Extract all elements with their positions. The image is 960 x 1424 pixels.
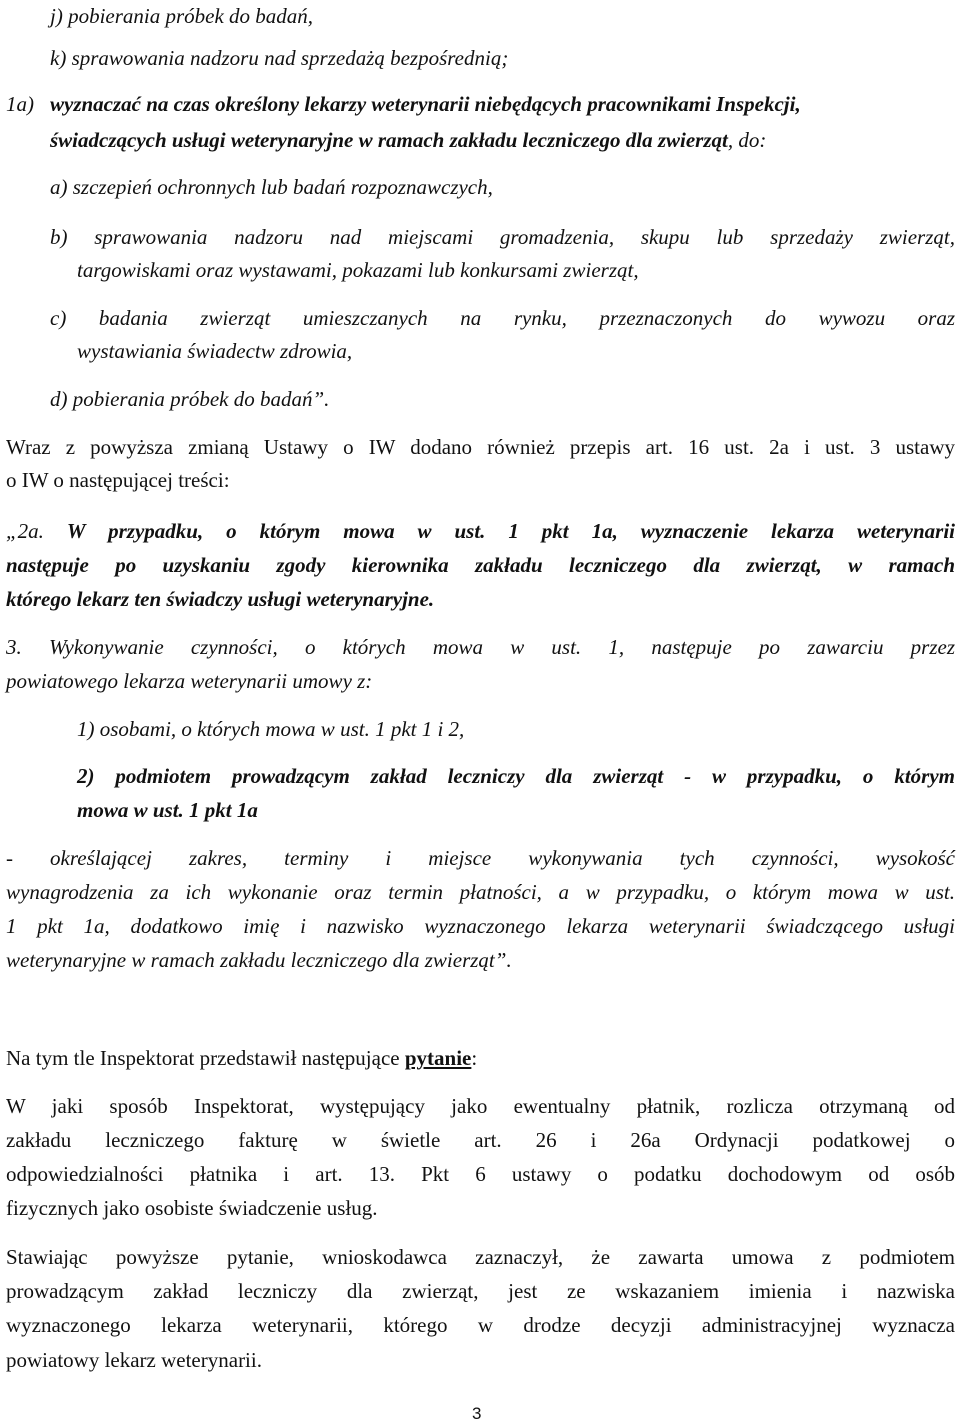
wraz-line2: o IW o następującej treści: bbox=[6, 468, 230, 492]
quote-3-line1: 3. Wykonywanie czynności, o których mowa w ust. 1, następuje po zawarciu przez bbox=[6, 635, 955, 659]
question-intro bbox=[6, 1042, 477, 1075]
quote-3-item1: 1) osobami, o których mowa w ust. 1 pkt 1 i 2, bbox=[77, 717, 465, 741]
dash-line3: 1 pkt 1a, dodatkowo imię i nazwisko wyznaczonego lekarza weterynarii świadczącego usługi bbox=[6, 914, 955, 938]
quote-2a-line2: następuje po uzyskaniu zgody kierownika zakładu leczniczego dla zwierząt, w ramach bbox=[6, 553, 955, 577]
dash-line4: weterynaryjne w ramach zakładu leczniczego dla zwierząt”. bbox=[6, 948, 512, 972]
sub-item-a: a) szczepień ochronnych lub badań rozpoznawczych, bbox=[50, 175, 493, 199]
point-1a-bold-span: świadczących usługi weterynaryjne w ramach zakładu leczniczego dla zwierząt bbox=[50, 128, 728, 152]
quote-3-item2-line1: 2) podmiotem prowadzącym zakład leczniczy dla zwierząt - w przypadku, o którym bbox=[77, 764, 955, 788]
point-1a-text-line2 bbox=[50, 124, 766, 157]
dash-line2: wynagrodzenia za ich wykonanie oraz termin płatności, a w przypadku, o którym mowa w ust. bbox=[6, 880, 955, 904]
page-number: 3 bbox=[472, 1404, 482, 1423]
question-line3: odpowiedzialności płatnika i art. 13. Pkt 6 ustawy o podatku dochodowym od osób bbox=[6, 1162, 955, 1186]
sub-item-c-line2: wystawiania świadectw zdrowia, bbox=[77, 339, 353, 363]
point-1a-label: 1a) bbox=[6, 92, 34, 116]
question-line2: zakładu leczniczego fakturę w świetle art. 26 i 26a Ordynacji podatkowej o bbox=[6, 1128, 955, 1152]
quote-3-item2-line2: mowa w ust. 1 pkt 1a bbox=[77, 798, 258, 822]
point-1a-tail-span: , do: bbox=[727, 128, 767, 152]
question-line4: fizycznych jako osobiste świadczenie usług. bbox=[6, 1196, 378, 1220]
quote-2a-bold-text: W przypadku, o którym mowa w ust. 1 pkt 1a, wyznaczenie lekarza weterynarii bbox=[66, 519, 955, 543]
wraz-line1: Wraz z powyższa zmianą Ustawy o IW dodano również przepis art. 16 ust. 2a i ust. 3 ustawy bbox=[6, 435, 955, 459]
quote-2a-line3: którego lekarz ten świadczy usługi weterynaryjne. bbox=[6, 587, 435, 611]
statement-line2: prowadzącym zakład leczniczy dla zwierząt, jest ze wskazaniem imienia i nazwiska bbox=[6, 1279, 955, 1303]
question-intro-keyword: pytanie bbox=[404, 1046, 472, 1070]
list-item-j: j) pobierania próbek do badań, bbox=[50, 4, 314, 28]
statement-line4: powiatowy lekarz weterynarii. bbox=[6, 1348, 262, 1372]
quote-2a-number: „2a. bbox=[6, 519, 44, 543]
quote-3-line2: powiatowego lekarza weterynarii umowy z: bbox=[6, 669, 373, 693]
sub-item-b-line1: b) sprawowania nadzoru nad miejscami gromadzenia, skupu lub sprzedaży zwierząt, bbox=[50, 225, 955, 249]
quote-2a-line1 bbox=[6, 515, 955, 548]
sub-item-c-line1: c) badania zwierząt umieszczanych na rynku, przeznaczonych do wywozu oraz bbox=[50, 306, 955, 330]
sub-item-d: d) pobierania próbek do badań”. bbox=[50, 387, 330, 411]
statement-line1: Stawiając powyższe pytanie, wnioskodawca zaznaczył, że zawarta umowa z podmiotem bbox=[6, 1245, 955, 1269]
question-line1: W jaki sposób Inspektorat, występujący jako ewentualny płatnik, rozlicza otrzymaną od bbox=[6, 1094, 955, 1118]
list-item-k: k) sprawowania nadzoru nad sprzedażą bezpośrednią; bbox=[50, 46, 509, 70]
question-intro-prefix: Na tym tle Inspektorat przedstawił następujące bbox=[6, 1046, 400, 1070]
statement-line3: wyznaczonego lekarza weterynarii, którego w drodze decyzji administracyjnej wyznacza bbox=[6, 1313, 955, 1337]
point-1a-text-line1: wyznaczać na czas określony lekarzy weterynarii niebędących pracownikami Inspekcji, bbox=[50, 92, 801, 116]
question-intro-suffix: : bbox=[471, 1046, 478, 1070]
dash-line1: - określającej zakres, terminy i miejsce wykonywania tych czynności, wysokość bbox=[6, 846, 955, 870]
sub-item-b-line2: targowiskami oraz wystawami, pokazami lub konkursami zwierząt, bbox=[77, 258, 639, 282]
